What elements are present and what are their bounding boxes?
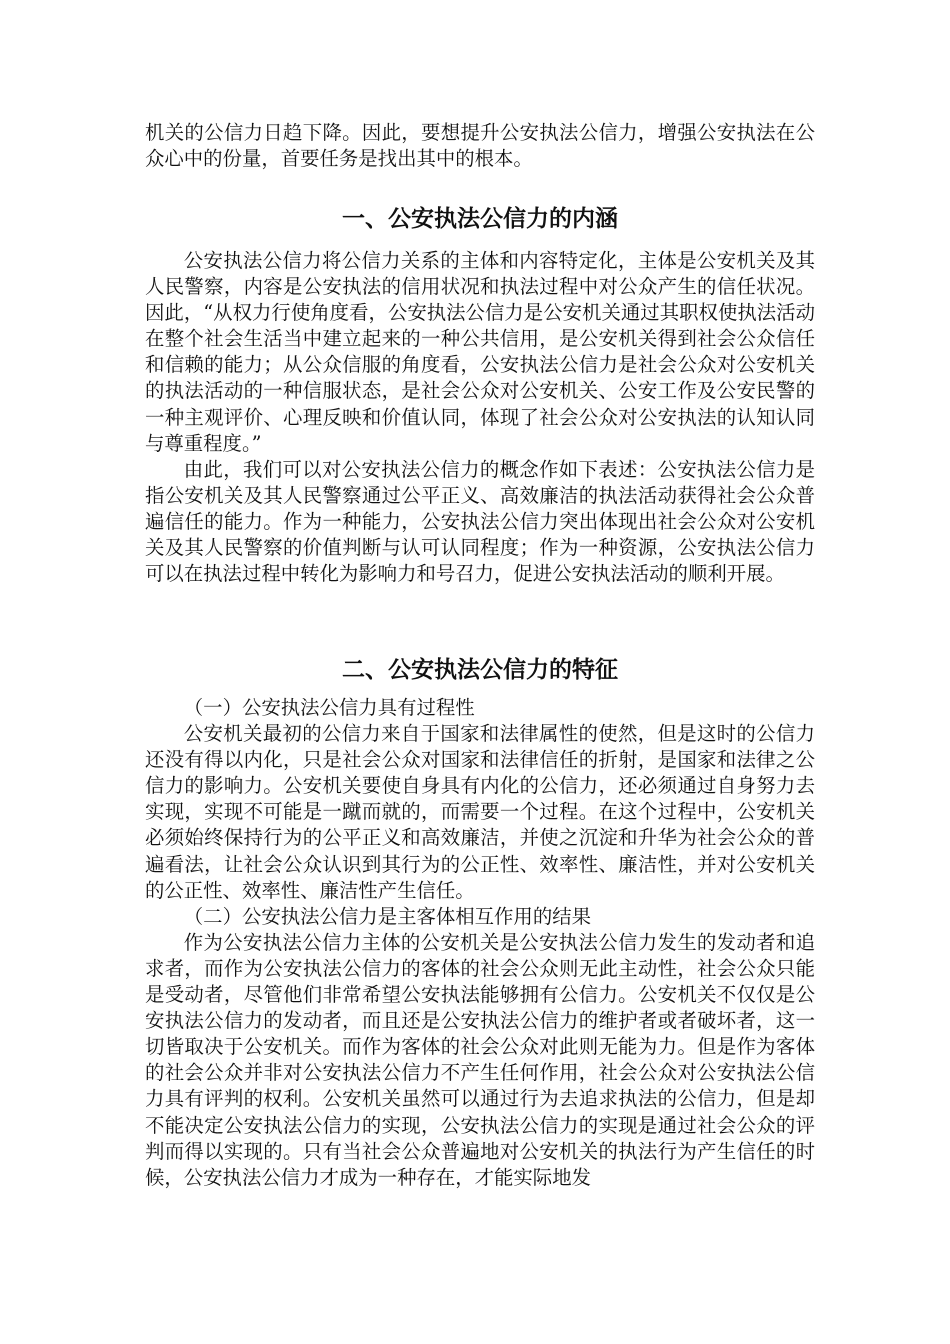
section2-body: [145, 695, 815, 1191]
section1-heading: 一、公安执法公信力的内涵: [342, 206, 618, 232]
section1-paragraph-2: 由此，我们可以对公安执法公信力的概念作如下表述：公安执法公信力是指公安机关及其人民警察通过公平正义、高效廉洁的执法活动获得社会公众普遍信任的能力。作为一种能力，公安执法公信力突出体现出社会公众对公安机关及其人民警察的价值判断与认可认同程度；作为一种资源，公安执法公信力可以在执法过程中转化为影响力和号召力，促进公安执法活动的顺利开展。: [145, 457, 815, 586]
section2-subheading-2: （二）公安执法公信力是主客体相互作用的结果: [183, 904, 591, 928]
intro-block: [145, 120, 815, 172]
section2-heading: 二、公安执法公信力的特征: [342, 657, 618, 683]
section2-paragraph-2: 作为公安执法公信力主体的公安机关是公安执法公信力发生的发动者和追求者，而作为公安执法公信力的客体的社会公众则无此主动性，社会公众只能是受动者，尽管他们非常希望公安执法能够拥有公信力。公安机关不仅仅是公安执法公信力的发动者，而且还是公安执法公信力的维护者或者破坏者，这一切皆取决于公安机关。而作为客体的社会公众对此则无能为力。但是作为客体的社会公众并非对公安执法公信力不产生任何作用，社会公众对公安执法公信力具有评判的权利。公安机关虽然可以通过行为去追求执法的公信力，但是却不能决定公安执法公信力的实现，公安执法公信力的实现是通过社会公众的评判而得以实现的。只有当社会公众普遍地对公安机关的执法行为产生信任的时候，公安执法公信力才成为一种存在，才能实际地发: [145, 930, 815, 1189]
section2-paragraph-1: 公安机关最初的公信力来自于国家和法律属性的使然，但是这时的公信力还没有得以内化，只是社会公众对国家和法律信任的折射，是国家和法律之公信力的影响力。公安机关要使自身具有内化的公信力，还必须通过自身努力去实现，实现不可能是一蹴而就的，而需要一个过程。在这个过程中，公安机关必须始终保持行为的公平正义和高效廉洁，并使之沉淀和升华为社会公众的普遍看法，让社会公众认识到其行为的公正性、效率性、廉洁性，并对公安机关的公正性、效率性、廉洁性产生信任。: [145, 722, 815, 902]
section1-body: [145, 248, 815, 587]
intro-paragraph: 机关的公信力日趋下降。因此，要想提升公安执法公信力，增强公安执法在公众心中的份量，首要任务是找出其中的根本。: [145, 121, 815, 171]
section2-subheading-1: （一）公安执法公信力具有过程性: [183, 696, 475, 719]
section1-paragraph-1: 公安执法公信力将公信力关系的主体和内容特定化，主体是公安机关及其人民警察，内容是公安执法的信用状况和执法过程中对公众产生的信任状况。因此，“从权力行使角度看，公安执法公信力是公安机关通过其职权使执法活动在整个社会生活当中建立起来的一种公共信用，是公安机关得到社会公众信任和信赖的能力；从公众信服的角度看，公安执法公信力是社会公众对公安机关的执法活动的一种信服状态，是社会公众对公安机关、公安工作及公安民警的一种主观评价、心理反映和价值认同，体现了社会公众对公安执法的认知认同与尊重程度。”: [145, 249, 815, 455]
